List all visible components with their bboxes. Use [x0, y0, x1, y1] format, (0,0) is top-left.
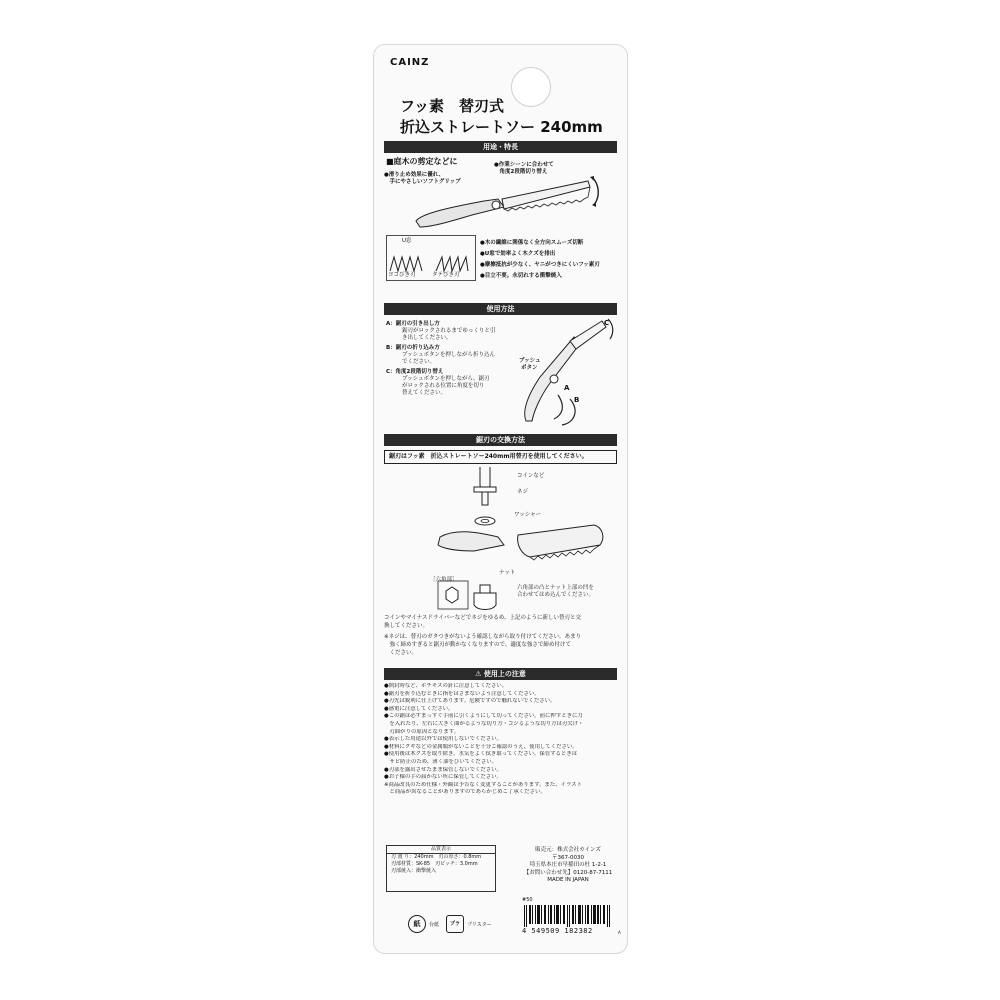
hang-hole [511, 67, 551, 107]
nut-label: ナット [499, 570, 516, 576]
caution-item: ※商品改良のため仕様・外観は予告なく変更することがあります。また、イラスト [384, 781, 582, 788]
feature-item: ●摩擦抵抗が少なく、ヤニがつきにくいフッ素刃 [480, 262, 600, 268]
step-b-body: でください。 [402, 359, 436, 365]
push-button-label-1: プッシュ [519, 358, 541, 364]
barcode [522, 905, 614, 935]
plastic-recycle-label: ブリスター [467, 921, 492, 928]
caution-item: ●この鋸は必ずまっすぐ手前に引くようにして切ってください。前に押すときに力 [384, 713, 583, 720]
caution-item: ●開封時など、ホチキスの針に注意してください。 [384, 683, 508, 689]
angle-callout-1: ●作業シーンに合わせて [494, 162, 554, 168]
step-b-body: プッシュボタンを押しながら折り込ん [402, 352, 496, 358]
brand-logo: CAINZ [390, 57, 430, 68]
seller-line: MADE IN JAPAN [547, 877, 589, 883]
caution-item: と商品が異なることがありますのであらかじめご了承ください。 [384, 789, 546, 796]
caution-item: ●感電に注意してください。 [384, 705, 454, 712]
step-a-title: A：鋸刃の引き出し方 [386, 321, 440, 327]
spec-row: 刃 渡 り：240mm 刃の厚さ：0.8mm [391, 854, 482, 860]
caution-item: サビ防止のため、薄く油をひいてください。 [384, 758, 497, 765]
caution-item: ●使用後は木クズを取り除き、水気をよく拭き取ってください。保管するときは [384, 751, 578, 758]
spec-header: 品質表示 [387, 846, 495, 854]
caution-item: ●お子様の手の届かない所に保管してください。 [384, 774, 502, 781]
seller-info [522, 847, 614, 885]
paper-recycle-icon: 紙 [408, 915, 426, 933]
caution-item: ●鋸刃を折り込むときに指をはさまないよう注意してください。 [384, 690, 540, 697]
feature-item: ●木の繊維に関係なく全方向スムーズ切断 [480, 240, 584, 246]
grip-callout-1: ●滑り止め効果に優れ、 [384, 172, 445, 178]
spec-box [386, 845, 496, 892]
step-c-body: プッシュボタンを押しながら、鋸刃 [402, 376, 490, 382]
feature-item: ●U窓で効率よく木クズを排出 [480, 251, 556, 257]
caution-item: ●材料にクギなどの金属類がないことを十分ご確認のうえ、使用してください。 [384, 743, 578, 750]
seller-line: 【お問い合わせ先】0120-87-7111 [523, 869, 613, 876]
caution-section-header: ⚠ 使用上の注意 [384, 668, 617, 680]
product-code: #50 [522, 897, 533, 903]
fit-note-2: 合わせてはめ込んでください。 [517, 592, 595, 598]
fit-note-1: 六角部の凸とナット上部の凹を [517, 585, 594, 591]
howto-section-header: 使用方法 [384, 303, 617, 315]
screw-label: ネジ [517, 489, 529, 495]
caution-item: ●刃先は鋭利に仕上げてあります。危険ですので触れないでください。 [384, 698, 556, 705]
label-c: C [604, 319, 610, 327]
grip-callout-2: 手にやさしいソフトグリップ [384, 179, 461, 185]
caution-item: を入れたり、左右に大きく曲がるような切り方・コジるような切り方は刃欠け・ [384, 720, 584, 727]
product-title-line1: フッ素 替刃式 [400, 97, 504, 115]
product-title-line2: 折込ストレートソー 240mm [400, 118, 603, 136]
push-button-label-2: ボタン [521, 365, 538, 371]
step-a-body: 鋸刃がロックされるまでゆっくりと引 [402, 328, 496, 334]
seller-line: 販売元：株式会社カインズ [535, 847, 601, 853]
replace-instruction: 換してください。 [384, 623, 429, 629]
coin-label: コインなど [517, 473, 545, 479]
plastic-recycle-mark [446, 915, 492, 933]
seller-line: 埼玉県本庄市早稲田の杜 1-2-1 [529, 862, 607, 868]
barcode-bars [522, 905, 614, 927]
usage-section-header: 用途・特長 [384, 141, 617, 153]
barcode-suffix: A [618, 930, 621, 935]
spec-row: 刃部材質：SK-85 刃ピッチ：3.0mm [391, 861, 478, 867]
caution-item: 刃曲がりの原因となります。 [384, 728, 460, 735]
spec-row: 刃部焼入：衝撃焼入 [391, 868, 437, 874]
replace-instruction: 強く締めすぎると鋸刃が動かなくなりますので、適度な強さで締め付けて [384, 642, 571, 648]
label-a: A [564, 384, 570, 392]
saw-illustration [412, 175, 602, 233]
caution-item: ●刃部を露出させたまま保管しないでください。 [384, 766, 502, 773]
feature-item: ●目立不要。永切れする衝撃焼入 [480, 273, 562, 279]
plastic-recycle-icon: プラ [446, 915, 464, 933]
paper-recycle-label: 台紙 [429, 921, 440, 928]
caution-list [384, 683, 620, 797]
barcode-number: 4 549509 182382 [522, 927, 593, 935]
replace-section-header: 鋸刃の交換方法 [384, 434, 617, 446]
step-b-title: B：鋸刃の折り込み方 [386, 345, 440, 351]
angle-callout-2: 角度2段階切り替え [494, 169, 548, 175]
caution-item: ●表示した用途以外では使用しないでください。 [384, 736, 502, 743]
step-c-title: C：角度2段階切り替え [386, 369, 444, 375]
seller-line: 〒367-0030 [552, 854, 584, 861]
tooth-u-label: U窓 [402, 238, 412, 244]
step-c-body: 替えてください。 [402, 390, 447, 396]
product-card [373, 44, 628, 954]
replacement-notice: 鋸刃はフッ素 折込ストレートソー240mm用替刃を使用してください。 [384, 450, 617, 464]
replace-instruction: ください。 [384, 650, 418, 656]
step-a-body: き出してください。 [402, 335, 452, 341]
paper-recycle-mark [408, 915, 439, 933]
usage-heading: ■庭木の剪定などに [386, 157, 458, 166]
hex-label: ［六角部］ [430, 577, 458, 583]
replace-instruction: ※ネジは、替刃のガタつきがないよう確認しながら取り付けてください。あまり [384, 634, 582, 640]
replace-instruction: コインやマイナスドライバーなどでネジをゆるめ、上記のように新しい替刃と交 [384, 615, 582, 621]
washer-label: ワッシャー [514, 512, 542, 518]
label-b: B [574, 396, 580, 404]
tooth-yoko-label: ヨコびき刃 [388, 272, 416, 278]
tooth-tate-label: タテびき刃 [432, 272, 460, 278]
step-c-body: がロックされる位置に角度を切り [402, 383, 485, 389]
